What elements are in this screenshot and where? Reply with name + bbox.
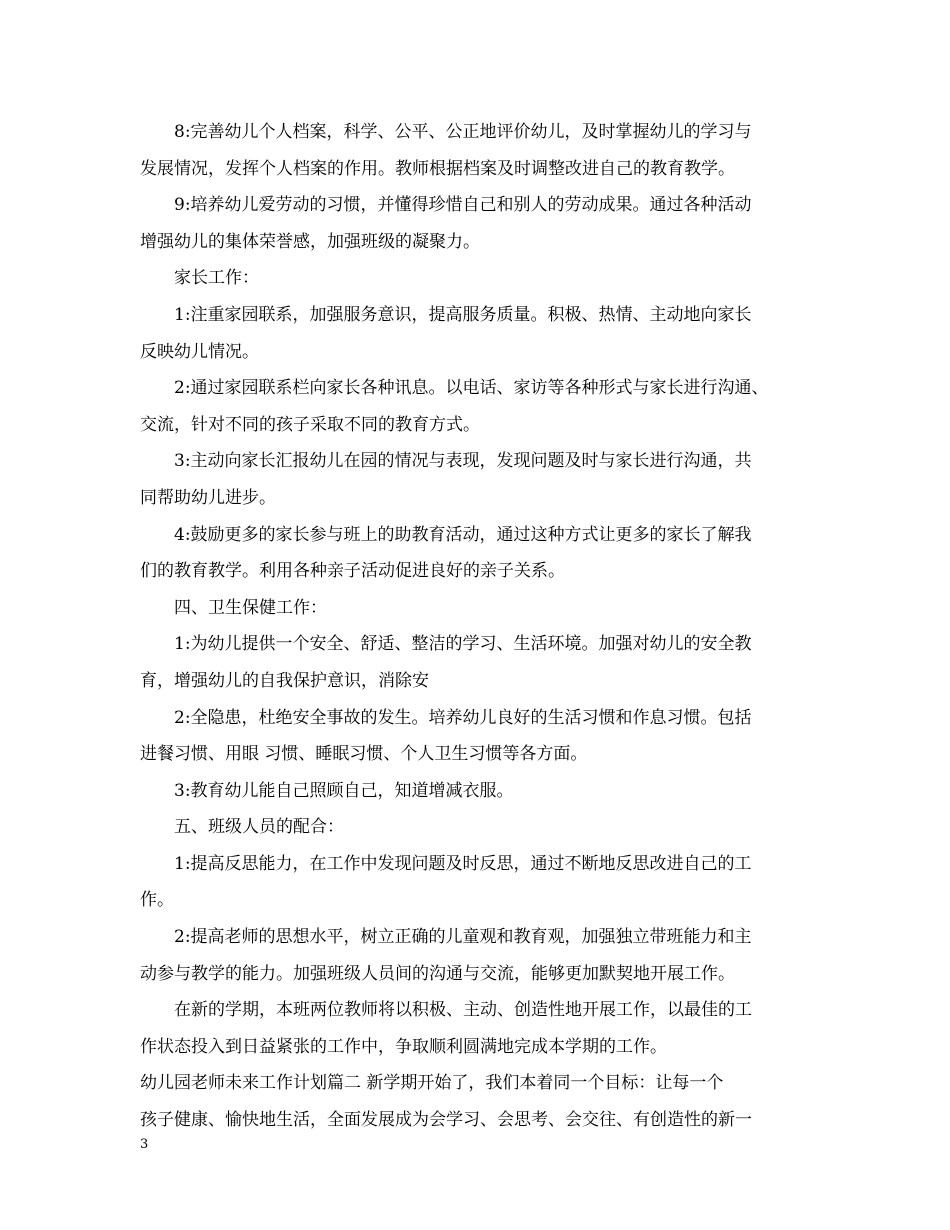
section-heading: 四、卫生保健工作： — [174, 597, 327, 618]
text-line: 幼儿园老师未来工作计划篇二 新学期开始了，我们本着同一个目标：让每一个 — [140, 1073, 724, 1094]
text-line: 2:提高老师的思想水平，树立正确的儿童观和教育观，加强独立带班能力和主 — [174, 927, 752, 948]
text-line: 9:培养幼儿爱劳动的习惯，并懂得珍惜自己和别人的劳动成果。通过各种活动 — [174, 195, 752, 216]
text-line: 育，增强幼儿的自我保护意识，消除安 — [140, 670, 429, 691]
text-line: 在新的学期，本班两位教师将以积极、主动、创造性地开展工作，以最佳的工 — [174, 1000, 752, 1021]
text-line: 3:教育幼儿能自己照顾自己，知道增减衣服。 — [174, 780, 514, 801]
text-line: 反映幼儿情况。 — [140, 341, 259, 362]
text-line: 2:全隐患，杜绝安全事故的发生。培养幼儿良好的生活习惯和作息习惯。包括 — [174, 707, 752, 728]
text-line: 1:提高反思能力，在工作中发现问题及时反思，通过不断地反思改进自己的工 — [174, 853, 752, 874]
text-line: 作。 — [140, 890, 174, 911]
text-line: 孩子健康、愉快地生活，全面发展成为会学习、会思考、会交往、有创造性的新一 — [140, 1110, 752, 1131]
text-line: 4:鼓励更多的家长参与班上的助教育活动，通过这种方式让更多的家长了解我 — [174, 524, 752, 545]
text-line: 8:完善幼儿个人档案，科学、公平、公正地评价幼儿，及时掌握幼儿的学习与 — [174, 122, 752, 142]
text-line: 同帮助幼儿进步。 — [140, 487, 276, 508]
page-number: 3 — [140, 1137, 149, 1152]
text-line: 增强幼儿的集体荣誉感，加强班级的凝聚力。 — [140, 231, 480, 252]
text-line: 1:注重家园联系，加强服务意识，提高服务质量。积极、热情、主动地向家长 — [174, 304, 752, 325]
text-line: 动参与教学的能力。加强班级人员间的沟通与交流，能够更加默契地开展工作。 — [140, 963, 735, 984]
text-line: 2:通过家园联系栏向家长各种讯息。以电话、家访等各种形式与家长进行沟通、 — [174, 378, 769, 399]
text-line: 3:主动向家长汇报幼儿在园的情况与表现，发现问题及时与家长进行沟通，共 — [174, 451, 752, 472]
text-line: 1:为幼儿提供一个安全、舒适、整洁的学习、生活环境。加强对幼儿的安全教 — [174, 634, 752, 655]
text-line: 们的教育教学。利用各种亲子活动促进良好的亲子关系。 — [140, 561, 565, 582]
section-heading: 家长工作： — [174, 268, 259, 289]
text-line: 作状态投入到日益紧张的工作中，争取顺利圆满地完成本学期的工作。 — [140, 1036, 667, 1057]
text-line: 进餐习惯、用眼 习惯、睡眠习惯、个人卫生习惯等各方面。 — [140, 744, 588, 765]
section-heading: 五、班级人员的配合： — [174, 817, 344, 838]
document-body — [140, 114, 812, 1139]
text-line: 发展情况，发挥个人档案的作用。教师根据档案及时调整改进自己的教育教学。 — [140, 158, 735, 179]
text-line: 交流，针对不同的孩子采取不同的教育方式。 — [140, 414, 480, 435]
